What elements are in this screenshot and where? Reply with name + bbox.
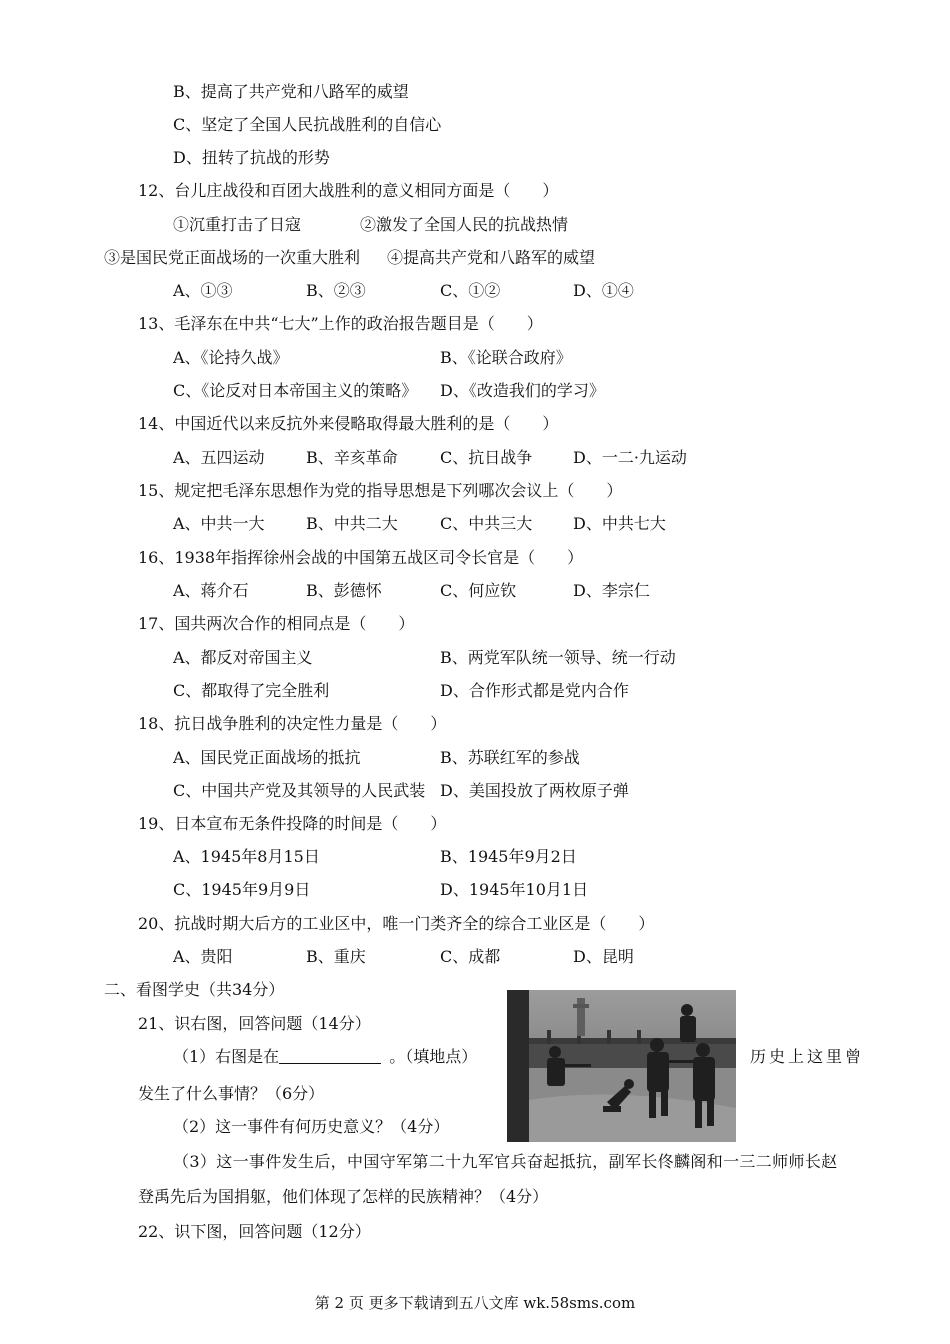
q16-option-d: D、李宗仁	[573, 581, 650, 600]
q20-option-d: D、昆明	[573, 947, 634, 966]
q19-option-b: B、1945年9月2日	[440, 847, 577, 866]
q12-option-c: C、①②	[440, 281, 501, 300]
q17-option-d: D、合作形式都是党内合作	[440, 681, 629, 700]
q20-stem: 20、抗战时期大后方的工业区中，唯一门类齐全的综合工业区是（ ）	[138, 914, 655, 933]
q15-option-c: C、中共三大	[440, 514, 533, 533]
q17-option-c: C、都取得了完全胜利	[173, 681, 330, 700]
q21-part1-hint: 。（填地点）	[389, 1047, 478, 1066]
q12-option-a: A、①③	[173, 281, 233, 300]
q18-stem: 18、抗日战争胜利的决定性力量是（ ）	[138, 714, 447, 733]
q19-option-d: D、1945年10月1日	[440, 880, 589, 899]
q13-option-b: B、《论联合政府》	[440, 348, 572, 367]
q21-part2: （2）这一事件有何历史意义？（4分）	[173, 1117, 450, 1136]
q21-stem: 21、识右图，回答问题（14分）	[138, 1014, 371, 1033]
q12-option-b: B、②③	[306, 281, 366, 300]
q11-option-c: C、坚定了全国人民抗战胜利的自信心	[173, 115, 442, 134]
q12-statement-2: ②激发了全国人民的抗战热情	[360, 215, 569, 234]
q17-option-b: B、两党军队统一领导、统一行动	[440, 648, 676, 667]
q14-option-c: C、抗日战争	[440, 448, 533, 467]
q14-option-a: A、五四运动	[173, 448, 265, 467]
q18-option-b: B、苏联红军的参战	[440, 748, 580, 767]
q12-statement-4: ④提高共产党和八路军的威望	[387, 248, 596, 267]
q17-option-a: A、都反对帝国主义	[173, 648, 313, 667]
q14-stem: 14、中国近代以来反抗外来侵略取得最大胜利的是（ ）	[138, 414, 559, 433]
q12-option-d: D、①④	[573, 281, 634, 300]
q15-stem: 15、规定把毛泽东思想作为党的指导思想是下列哪次会议上（ ）	[138, 481, 623, 500]
q17-stem: 17、国共两次合作的相同点是（ ）	[138, 614, 415, 633]
q18-option-d: D、美国投放了两枚原子弹	[440, 781, 629, 800]
q14-option-d: D、一二·九运动	[573, 448, 687, 467]
q16-stem: 16、1938年指挥徐州会战的中国第五战区司令长官是（ ）	[138, 548, 584, 567]
q15-option-b: B、中共二大	[306, 514, 398, 533]
q20-option-b: B、重庆	[306, 947, 366, 966]
historical-photo	[507, 990, 736, 1142]
q20-option-a: A、贵阳	[173, 947, 233, 966]
q12-statement-1: ①沉重打击了日寇	[173, 215, 302, 234]
q21-part1-continued: 发生了什么事情？（6分）	[138, 1084, 325, 1103]
section-heading: 二、看图学史（共34分）	[104, 980, 285, 999]
q22-stem: 22、识下图，回答问题（12分）	[138, 1222, 371, 1241]
q16-option-c: C、何应钦	[440, 581, 517, 600]
q12-stem: 12、台儿庄战役和百团大战胜利的意义相同方面是（ ）	[138, 181, 559, 200]
q15-option-a: A、中共一大	[173, 514, 265, 533]
q13-option-c: C、《论反对日本帝国主义的策略》	[173, 381, 418, 400]
answer-blank[interactable]	[279, 1048, 381, 1064]
q16-option-a: A、蒋介石	[173, 581, 249, 600]
q21-part1-prompt: （1）右图是在	[173, 1047, 280, 1066]
q16-option-b: B、彭德怀	[306, 581, 382, 600]
q18-option-a: A、国民党正面战场的抵抗	[173, 748, 361, 767]
q14-option-b: B、辛亥革命	[306, 448, 398, 467]
q20-option-c: C、成都	[440, 947, 501, 966]
photo-drawing	[507, 990, 736, 1142]
q21-part3-line1: （3）这一事件发生后，中国守军第二十九军官兵奋起抵抗，副军长佟麟阁和一三二师师长赵	[173, 1152, 838, 1171]
q11-option-d: D、扭转了抗战的形势	[173, 148, 330, 167]
q19-stem: 19、日本宣布无条件投降的时间是（ ）	[138, 814, 447, 833]
q21-part1-right: 历史上这里曾	[750, 1047, 865, 1066]
q19-option-c: C、1945年9月9日	[173, 880, 311, 899]
q19-option-a: A、1945年8月15日	[173, 847, 320, 866]
q13-option-d: D、《改造我们的学习》	[440, 381, 605, 400]
page-footer: 第 2 页 更多下载请到五八文库 wk.58sms.com	[314, 1294, 636, 1312]
q21-part3-line2: 登禹先后为国捐躯，他们体现了怎样的民族精神？（4分）	[138, 1187, 549, 1206]
q11-option-b: B、提高了共产党和八路军的威望	[173, 82, 409, 101]
q12-statement-3: ③是国民党正面战场的一次重大胜利	[104, 248, 361, 267]
q15-option-d: D、中共七大	[573, 514, 666, 533]
q13-stem: 13、毛泽东在中共“七大”上作的政治报告题目是（ ）	[138, 314, 543, 333]
q13-option-a: A、《论持久战》	[173, 348, 289, 367]
q18-option-c: C、中国共产党及其领导的人民武装	[173, 781, 426, 800]
q21-part1	[173, 1047, 477, 1067]
